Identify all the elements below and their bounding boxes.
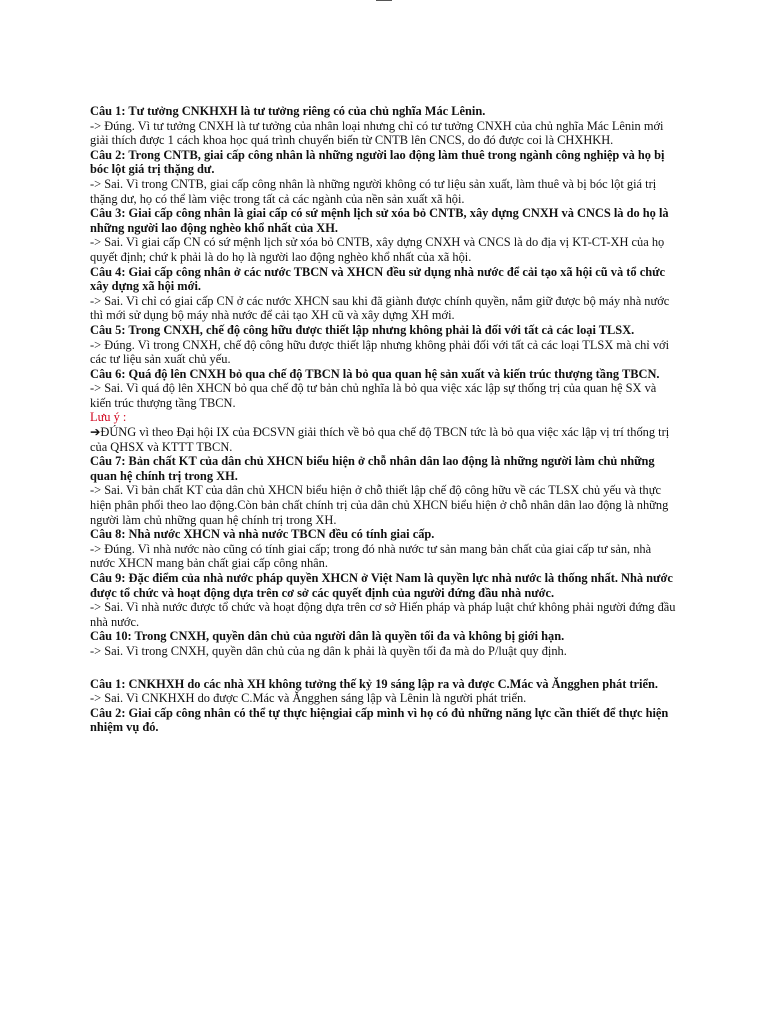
question-2: Câu 2: Trong CNTB, giai cấp công nhân là những người lao động làm thuê trong ngành công nghiệp và họ bị bóc lột giá trị thặng dư.	[90, 147, 665, 177]
question-7: Câu 7: Bản chất KT của dân chủ XHCN biểu hiện ở chỗ nhân dân lao động là những người làm chủ những quan hệ chính trị trong XH.	[90, 454, 655, 483]
answer-1: -> Đúng. Vì tư tưởng CNXH là tư tưởng của nhân loại nhưng chỉ có tư tưởng CNXH của chủ nghĩa Mác Lênin mới giải thích được 1 cách khoa học quá trình chuyển biến từ CNTB lên CNCS, do đó được coi là CHXHKH.	[90, 118, 664, 148]
answer-5: -> Đúng. Vì trong CNXH, chế độ công hữu được thiết lập nhưng không phải đối với tất cả các loại TLSX mà chỉ với các tư liệu sản xuất chủ yếu.	[90, 337, 670, 367]
answer-4: -> Sai. Vì chỉ có giai cấp CN ở các nước XHCN sau khi đã giành được chính quyền, nắm giữ được bộ máy nhà nước thì mới sử dụng bộ máy nhà nước để cải tạo XH cũ và xây dựng XH mới.	[90, 293, 670, 323]
page-top-mark	[376, 0, 392, 1]
question-4: Câu 4: Giai cấp công nhân ở các nước TBCN và XHCN đều sử dụng nhà nước để cải tạo xã hội cũ và tổ chức xây dựng xã hội mới.	[90, 264, 666, 294]
section-gap	[90, 659, 678, 677]
question-9: Câu 9: Đặc điểm của nhà nước pháp quyền XHCN ở Việt Nam là quyền lực nhà nước là thống nhất. Nhà nước được tổ chức và hoạt động dựa trên cơ sở các quyết định của người đứng đầu nhà nước.	[90, 571, 673, 600]
answer-8: -> Đúng. Vì nhà nước nào cũng có tính giai cấp; trong đó nhà nước tư sản mang bản chất của giai cấp tư sản, nhà nước XHCN mang bản chất giai cấp công nhân.	[90, 541, 652, 571]
question-b2: Câu 2: Giai cấp công nhân có thể tự thực hiệngiai cấp mình vì họ có đủ những năng lực cần thiết để thực hiện nhiệm vụ đó.	[90, 705, 669, 735]
question-10: Câu 10: Trong CNXH, quyền dân chủ của người dân là quyền tối đa và không bị giới hạn.	[90, 629, 565, 644]
note-title: Lưu ý :	[90, 410, 127, 425]
answer-10: -> Sai. Vì trong CNXH, quyền dân chủ của ng dân k phải là quyền tối đa mà do P/luật quy định.	[90, 643, 567, 658]
answer-3: -> Sai. Vì giai cấp CN có sứ mệnh lịch sử xóa bỏ CNTB, xây dựng CNXH và CNCS là do địa vị KT-CT-XH của họ quyết định; chứ k phải là do họ là người lao động nghèo khổ nhất của xã hội.	[90, 235, 665, 264]
answer-9: -> Sai. Vì nhà nước được tổ chức và hoạt động dựa trên cơ sở Hiến pháp và pháp luật chứ không phải người đứng đầu nhà nước.	[90, 600, 676, 629]
question-6: Câu 6: Quá độ lên CNXH bỏ qua chế độ TBCN là bỏ qua quan hệ sản xuất và kiến trúc thượng tầng TBCN.	[90, 366, 660, 381]
question-b1: Câu 1: CNKHXH do các nhà XH không tưởng thế kỷ 19 sáng lập ra và được C.Mác và Ăngghen phát triển.	[90, 676, 658, 691]
answer-6: -> Sai. Vì quá độ lên XHCN bỏ qua chế độ tư bản chủ nghĩa là bỏ qua việc xác lập sự thống trị của quan hệ SX và kiến trúc thượng tầng TBCN.	[90, 381, 657, 410]
question-3: Câu 3: Giai cấp công nhân là giai cấp có sứ mệnh lịch sử xóa bỏ CNTB, xây dựng CNXH và CNCS là do họ là những người lao động nghèo khổ nhất của XH.	[90, 206, 669, 235]
question-8: Câu 8: Nhà nước XHCN và nhà nước TBCN đều có tính giai cấp.	[90, 527, 435, 542]
note-body: ➔ĐÚNG vì theo Đại hội IX của ĐCSVN giải thích về bỏ qua chế độ TBCN tức là bỏ qua việc xác lập vị trí thống trị của QHSX và KTTT TBCN.	[90, 425, 670, 454]
document-page	[90, 104, 678, 735]
question-1: Câu 1: Tư tưởng CNKHXH là tư tưởng riêng có của chủ nghĩa Mác Lênin.	[90, 104, 486, 118]
answer-2: -> Sai. Vì trong CNTB, giai cấp công nhân là những người không có tư liệu sản xuất, làm thuê và bị bóc lột giá trị thặng dư, họ có thể làm việc trong tất cả các ngành của nền sản xuất xã hội.	[90, 176, 657, 206]
answer-b1: -> Sai. Vì CNKHXH do được C.Mác và Ăngghen sáng lập và Lênin là người phát triển.	[90, 691, 527, 706]
question-5: Câu 5: Trong CNXH, chế độ công hữu được thiết lập nhưng không phải là đối với tất cả các loại TLSX.	[90, 322, 635, 337]
answer-7: -> Sai. Vì bản chất KT của dân chủ XHCN biểu hiện ở chỗ thiết lập chế độ công hữu về các TLSX chủ yếu và thực hiện phân phối theo lao động.Còn bản chất chính trị của dân chủ XHCN biểu hiện ở chỗ nhân dân lao động là những người làm chủ những quan hệ chính trị trong XH.	[90, 483, 669, 527]
